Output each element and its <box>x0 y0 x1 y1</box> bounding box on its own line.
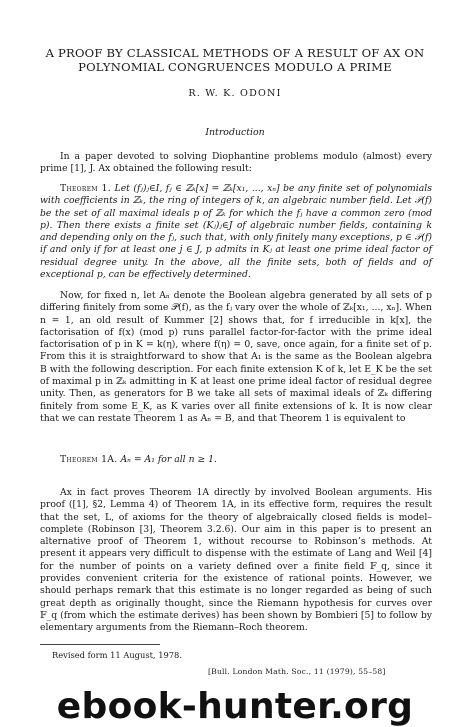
theorem-1a <box>40 454 432 466</box>
footnote-divider <box>40 644 160 645</box>
section-heading: Introduction <box>205 127 265 138</box>
proof-discussion-paragraph: Ax in fact proves Theorem 1A directly by involved Boolean arguments. His proof ([1], §2, Lemma 4) of Theorem 1A, in its effective form, requires the result that the set, L, of axioms for the theory of algebraically closed fields is model–complete (Robinson [3], Theorem 3.2.6). Our aim in this paper is to present an alternative proof of Theorem 1, without recourse to Robinson’s methods. At present it appears very difficult to dispense with the estimate of Lang and Weil [4] for the number of points on a variety defined over a finite field 𝔽_q, since it provides convenient criteria for the existence of rational points. However, we should perhaps remark that this estimate is no longer regarded as being of such great depth as originally thought, since the Riemann hypothesis for curves over 𝔽_q (from which the estimate derives) has been shown by Bombieri [5] to follow by elementary arguments from the Riemann–Roch theorem. <box>40 487 432 634</box>
boolean-algebra-paragraph: Now, for fixed n, let Aₙ denote the Boolean algebra generated by all sets of p differing finitely from some 𝒫(f), as the fⱼ vary over the whole of ℤₖ[x₁, ..., xₙ]. When n = 1, an old result of Kummer [2] shows that, for f irreducible in k[x], the factorisation of f(x) (mod p) runs parallel factor-for-factor with the prime ideal factorisation of p in K = k(η), where f(η) = 0, save, once again, for a finite set of p. From this it is straightforward to show that A₁ is the same as the Boolean algebra B with the following description. For each finite extension K of k, let E_K be the set of maximal p in ℤₖ admitting in K at least one prime ideal factor of residual degree unity. Then, as generators for B we take all sets of maximal ideals of ℤₖ differing finitely from some E_K, as K varies over all finite extensions of k. It is now clear that we can restate Theorem 1 as Aₙ = B, and that Theorem 1 is equivalent to <box>40 290 432 424</box>
theorem-1a-text: Aₙ = A₁ for all n ≥ 1. <box>120 454 217 465</box>
journal-citation: [Bull. London Math. Soc., 11 (1979), 55–58] <box>208 667 386 676</box>
theorem-1 <box>40 183 432 281</box>
paper-title: A PROOF BY CLASSICAL METHODS OF A RESULT OF AX ON POLYNOMIAL CONGRUENCES MODULO A PRIME <box>45 46 425 74</box>
theorem-1a-label: Theorem 1A. <box>60 454 118 465</box>
revision-footnote: Revised form 11 August, 1978. <box>52 650 182 660</box>
intro-paragraph: In a paper devoted to solving Diophantine problems modulo (almost) every prime [1], J. Ax obtained the following result: <box>40 151 432 175</box>
theorem-1-text: Let (fⱼ)ⱼ∈I, fⱼ ∈ ℤₖ[x] = ℤₖ[x₁, ..., xₙ] be any finite set of polynomials with coefficients in ℤₖ, the ring of integers of k, an algebraic number field. Let 𝒫(f) be the set of all maximal ideals p of ℤₖ for which the fⱼ have a common zero (mod p). Then there exists a finite set (Kⱼ)ⱼ∈J of algebraic number fields, containing k and depending only on the fⱼ, such that, with only finitely many exceptions, p ∈ 𝒫(f) if and only if for at least one j ∈ J, p admits in Kⱼ at least one prime ideal factor of residual degree unity. In the above, all the finite sets, both of fields and of exceptional p, can be effectively determined. <box>40 183 432 281</box>
theorem-1-label: Theorem 1. <box>60 183 112 194</box>
watermark-banner: ebook-hunter.org <box>0 686 470 727</box>
paper-author: R. W. K. ODONI <box>188 88 282 99</box>
